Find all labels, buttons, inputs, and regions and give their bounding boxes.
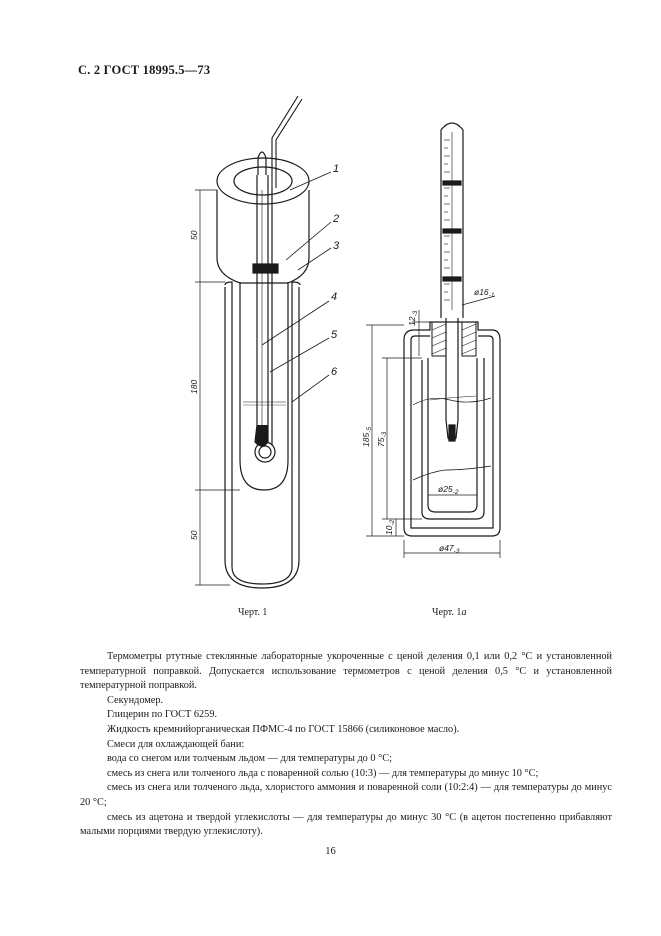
part-label-2: 2: [333, 213, 340, 225]
dim-h75: $75_{-3}$: [376, 431, 388, 447]
dim-d16: $ø16_{-1}$: [474, 287, 495, 299]
paragraph-mix-2: смесь из снега или толченого льда с поваренной солью (10:3) — для температуры до минус 10 °С;: [107, 767, 539, 779]
paragraph-mix-1: вода со снегом или толченым льдом — для температуры до 0 °С;: [107, 753, 392, 765]
paragraph-mix-3: смесь из снега или толченого льда, хлористого аммония и поваренной соли (10:2:4) — для температуры до минус 20 °С;: [80, 782, 612, 808]
dim-d25: $ø25_{-2}$: [438, 484, 459, 496]
dim-h12: $12_{-3}$: [407, 310, 419, 326]
dim-180: 180: [189, 379, 199, 394]
paragraph-thermometers: Термометры ртутные стеклянные лабораторные укороченные с ценой деления 0,1 или 0,2 °С и установленной температурной поправкой. Допускается использование термометров с ценой деления 0,5 °С и установленной температурной поправкой.: [80, 651, 612, 692]
dim-50-bottom: 50: [189, 530, 199, 540]
part-label-1: 1: [333, 163, 340, 175]
figure-1a-caption: Черт. 1а: [432, 607, 467, 618]
part-label-5: 5: [331, 329, 338, 341]
page-number: 16: [325, 846, 336, 857]
part-label-4: 4: [331, 291, 338, 303]
part-label-6: 6: [331, 366, 338, 378]
dim-h185: $185_{-5}$: [361, 427, 373, 447]
part-label-3: 3: [333, 240, 340, 252]
page-header: С. 2 ГОСТ 18995.5—73: [78, 63, 211, 77]
body-text: [80, 650, 612, 840]
paragraph-silicone: Жидкость кремнийорганическая ПФМС-4 по ГОСТ 15866 (силиконовое масло).: [107, 723, 460, 735]
paragraph-mix-4: смесь из ацетона и твердой углекислоты — для температуры до минус 30 °С (в ацетон постепенно прибавляют малыми порциями твердую углекислоту).: [80, 811, 612, 838]
paragraph-glycerin: Глицерин по ГОСТ 6259.: [107, 709, 218, 721]
dim-h10: $10_{-2}$: [384, 519, 396, 535]
figure-1-caption: Черт. 1: [238, 607, 268, 618]
dim-d47: $ø47_{-3}$: [439, 543, 460, 555]
dim-50-top: 50: [189, 230, 199, 240]
paragraph-mixtures: Смеси для охлаждающей бани:: [107, 738, 245, 750]
paragraph-stopwatch: Секундомер.: [107, 694, 164, 706]
